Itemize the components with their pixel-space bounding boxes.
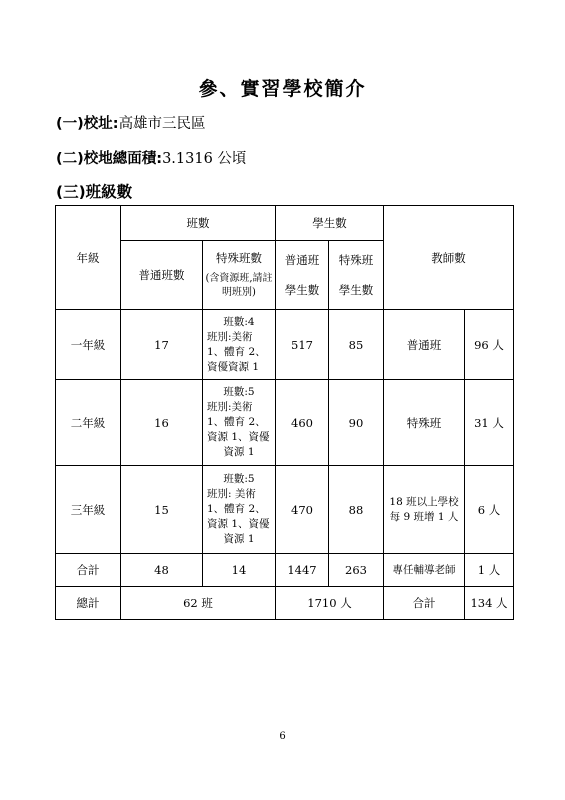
header-regular-students [276, 241, 329, 310]
special-line: 資優資源 1 [207, 360, 260, 373]
regular-students-cell: 470 [276, 466, 329, 554]
address-label: (一)校址: [56, 116, 119, 132]
subtotal-regular-students: 1447 [276, 554, 329, 587]
teacher-count-cell: 31 人 [465, 380, 514, 466]
subtotal-label: 合計 [56, 554, 121, 587]
table-row [56, 466, 514, 554]
special-classes-label: 特殊班數 [216, 251, 262, 265]
regular-classes-cell: 17 [121, 310, 203, 380]
regular-students-cell: 460 [276, 380, 329, 466]
teacher-type-line: 18 班以上學校 [389, 495, 459, 508]
subtotal-row [56, 554, 514, 587]
table-row [56, 310, 514, 380]
special-line: 班別:美術 [207, 330, 253, 343]
total-row [56, 587, 514, 620]
teacher-type-cell: 普通班 [384, 310, 465, 380]
area-line [56, 147, 246, 168]
regular-classes-cell: 16 [121, 380, 203, 466]
grade-cell: 三年級 [56, 466, 121, 554]
teacher-count-cell: 96 人 [465, 310, 514, 380]
total-label: 總計 [56, 587, 121, 620]
subtotal-special-students: 263 [329, 554, 384, 587]
class-count-table [55, 205, 514, 620]
special-line: 班數:5 [223, 386, 255, 398]
page-number: 6 [279, 731, 286, 742]
header-teachers: 教師數 [384, 206, 514, 310]
grade-cell: 二年級 [56, 380, 121, 466]
subtotal-regular-classes: 48 [121, 554, 203, 587]
classes-label: (三)班級數 [56, 183, 133, 201]
address-line [56, 112, 206, 133]
grade-cell: 一年級 [56, 310, 121, 380]
total-classes: 62 班 [121, 587, 276, 620]
special-line: 資源 1、資優 [207, 431, 270, 443]
special-line: 資源 1 [223, 533, 255, 545]
total-teacher-count: 134 人 [465, 587, 514, 620]
table-row [56, 380, 514, 466]
teacher-type-line: 每 9 班增 1 人 [389, 510, 459, 523]
header-students: 學生數 [276, 206, 384, 241]
special-classes-cell [203, 310, 276, 380]
special-line: 班別: 美術 [207, 488, 256, 500]
total-students: 1710 人 [276, 587, 384, 620]
special-classes-cell [203, 380, 276, 466]
classes-heading [56, 180, 132, 202]
teacher-count-cell: 6 人 [465, 466, 514, 554]
area-label: (二)校地總面積: [56, 151, 163, 167]
special-students-label-2: 學生數 [338, 283, 374, 297]
subtotal-special-classes: 14 [203, 554, 276, 587]
header-class-count: 班數 [121, 206, 276, 241]
special-line: 班數:5 [223, 473, 255, 485]
special-students-label-1: 特殊班 [338, 253, 374, 267]
special-line: 資源 1、資優 [207, 518, 270, 530]
special-line: 1、體育 2、 [207, 416, 266, 428]
teacher-type-cell [384, 466, 465, 554]
header-special-students [329, 241, 384, 310]
special-line: 班別:美術 [207, 401, 253, 413]
regular-students-label-1: 普通班 [284, 253, 320, 267]
teacher-type-cell: 特殊班 [384, 380, 465, 466]
subtotal-teacher-count: 1 人 [465, 554, 514, 587]
total-teacher-label: 合計 [384, 587, 465, 620]
special-students-cell: 85 [329, 310, 384, 380]
special-line: 資源 1 [223, 446, 255, 458]
area-value: 3.1316 公頃 [162, 151, 247, 167]
special-students-cell: 88 [329, 466, 384, 554]
header-grade: 年級 [56, 206, 121, 310]
subtotal-teacher-type: 專任輔導老師 [384, 554, 465, 587]
special-students-cell: 90 [329, 380, 384, 466]
regular-students-label-2: 學生數 [284, 283, 320, 297]
header-special-classes [203, 241, 276, 310]
address-value: 高雄市三民區 [118, 116, 206, 132]
special-classes-cell [203, 466, 276, 554]
special-line: 班數:4 [223, 315, 255, 328]
regular-classes-cell: 15 [121, 466, 203, 554]
page-title: 參、實習學校簡介 [198, 78, 367, 100]
header-regular-classes: 普通班數 [121, 241, 203, 310]
special-classes-note: (含資源班,請註明班別) [205, 273, 273, 298]
regular-students-cell: 517 [276, 310, 329, 380]
special-line: 1、體育 2、 [207, 503, 266, 515]
special-line: 1、體育 2、 [207, 345, 266, 358]
